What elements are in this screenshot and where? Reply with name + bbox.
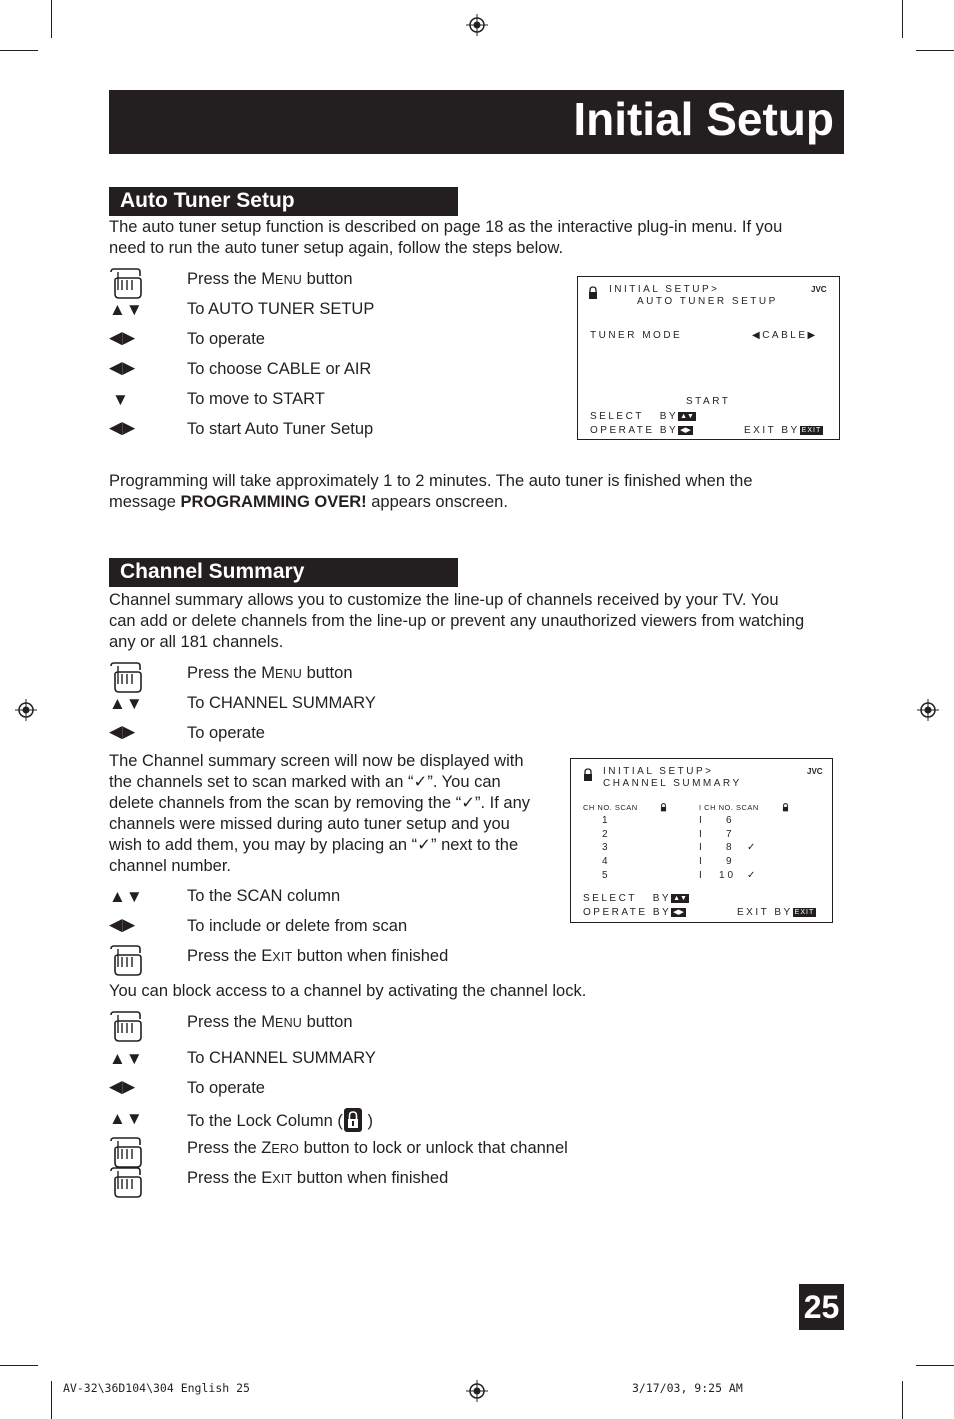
registration-mark-icon [466, 14, 488, 36]
step-text: To include or delete from scan [187, 917, 408, 935]
screen-menu-path: INITIAL SETUP> [609, 284, 720, 295]
scan-check-icon: ✓ [747, 842, 756, 853]
column-header: I CH NO. SCAN [699, 803, 759, 812]
section-heading-auto-tuner [109, 187, 458, 216]
section-heading-text: Channel Summary [120, 560, 305, 583]
jvc-logo: JVC [807, 767, 823, 776]
up-down-arrows-icon: ▲▼ [109, 300, 143, 319]
left-right-arrows-icon: ◀▶ [109, 915, 136, 934]
column-divider: I [699, 856, 702, 867]
screen-start-label: START [686, 396, 731, 407]
step [109, 358, 609, 388]
desc-line: delete channels from the scan by removing the “✓”. If any [109, 794, 531, 812]
step-press-menu [109, 662, 609, 692]
lock-icon [660, 803, 667, 812]
registration-mark-icon [466, 1380, 488, 1402]
channel-number: 10 [719, 870, 737, 881]
crop-mark [51, 0, 52, 38]
screen-operate-line: OPERATE BY ◀▶ [590, 425, 691, 436]
screen-menu-path: INITIAL SETUP> [603, 766, 714, 777]
step [109, 915, 609, 945]
auto-tuner-intro [109, 217, 782, 259]
intro-line: need to run the auto tuner setup again, follow the steps below. [109, 239, 564, 257]
step-text: Press the MENU button [187, 1013, 353, 1031]
section-heading-channel-summary [109, 558, 458, 587]
down-arrow-icon: ▼ [112, 390, 129, 409]
crop-mark [902, 1381, 903, 1419]
step [109, 1077, 609, 1107]
column-divider: I [699, 842, 702, 853]
left-right-arrows-icon: ◀▶ [109, 722, 136, 741]
column-divider: I [699, 829, 702, 840]
channel-number: 1 [602, 815, 608, 826]
step-text: To CHANNEL SUMMARY [187, 1049, 376, 1067]
channel-number: 7 [726, 829, 732, 840]
screen-exit-line: EXIT BY EXIT [737, 907, 815, 918]
left-right-arrows-icon: ◀▶ [109, 1077, 136, 1096]
left-right-arrows-icon: ◀▶ [109, 418, 136, 437]
column-divider: I [699, 870, 702, 881]
desc-line: channels were missed during auto tuner setup and you [109, 815, 510, 833]
footer-timestamp: 3/17/03, 9:25 AM [632, 1381, 743, 1395]
hand-icon [109, 1167, 145, 1199]
crop-mark [902, 0, 903, 38]
step [109, 388, 609, 418]
step-press-exit [109, 945, 609, 975]
desc-line: channel number. [109, 857, 232, 875]
step-text: To operate [187, 724, 265, 742]
screen-tuner-mode-label: TUNER MODE [590, 330, 683, 341]
step-text: To move to START [187, 390, 325, 408]
section-heading-text: Auto Tuner Setup [120, 189, 295, 212]
crop-mark [0, 1365, 38, 1366]
lock-icon [588, 286, 598, 300]
step [109, 722, 609, 752]
desc-line: the channels set to scan marked with an “✓”. You can [109, 773, 501, 791]
channel-number: 2 [602, 829, 608, 840]
programming-note [109, 471, 753, 513]
step [109, 885, 609, 915]
channel-number: 8 [726, 842, 732, 853]
crop-mark [51, 1381, 52, 1419]
lock-icon [343, 1108, 363, 1132]
page-number: 25 [799, 1284, 844, 1330]
hand-icon [109, 1011, 145, 1043]
channel-number: 3 [602, 842, 608, 853]
desc-line: The Channel summary screen will now be displayed with [109, 752, 524, 770]
column-divider: I [699, 815, 702, 826]
hand-icon [109, 268, 145, 300]
channel-summary-description [109, 751, 559, 877]
crop-mark [0, 50, 38, 51]
step-press-menu [109, 1011, 609, 1041]
screen-operate-line: OPERATE BY ◀▶ [583, 907, 684, 918]
desc-line: wish to add them, you may by placing an “✓” next to the [109, 836, 519, 854]
step [109, 1047, 609, 1077]
step-text: Press the MENU button [187, 664, 353, 682]
channel-number: 5 [602, 870, 608, 881]
up-down-arrows-icon: ▲▼ [109, 694, 143, 713]
screen-exit-line: EXIT BY EXIT [744, 425, 822, 436]
step-press-exit [109, 1167, 609, 1197]
channel-number: 9 [726, 856, 732, 867]
hand-icon [109, 662, 145, 694]
up-down-arrows-icon: ▲▼ [109, 1049, 143, 1068]
scan-check-icon: ✓ [747, 870, 756, 881]
crop-mark [916, 50, 954, 51]
up-down-arrows-icon: ▲▼ [109, 1109, 143, 1128]
step-text: Press the ZERO button to lock or unlock that channel [187, 1139, 568, 1157]
tv-screen-channel-summary [570, 758, 833, 923]
registration-mark-icon [917, 699, 939, 721]
footer-file-info: AV-32\36D104\304 English 25 [63, 1381, 250, 1395]
step-press-menu [109, 268, 609, 298]
screen-select-line: SELECT BY ▲▼ [590, 411, 694, 422]
tv-screen-auto-tuner [577, 276, 840, 440]
jvc-logo: JVC [811, 285, 827, 294]
screen-menu-title: AUTO TUNER SETUP [637, 296, 778, 307]
hand-icon [109, 1137, 145, 1169]
screen-menu-title: CHANNEL SUMMARY [603, 778, 742, 789]
step [109, 328, 609, 358]
registration-mark-icon [15, 699, 37, 721]
step-text: Press the EXIT button when finished [187, 1169, 449, 1187]
hand-icon [109, 945, 145, 977]
step-text: To the Lock Column ( ) [187, 1108, 373, 1132]
step-text: To the SCAN column [187, 887, 341, 905]
step-text: To AUTO TUNER SETUP [187, 300, 375, 318]
column-header: CH NO. SCAN [583, 803, 638, 812]
note-line: Programming will take approximately 1 to 2 minutes. The auto tuner is finished when the [109, 472, 753, 490]
step [109, 418, 609, 448]
page-title-bar [109, 90, 844, 154]
step-text: Press the EXIT button when finished [187, 947, 449, 965]
step-text: To start Auto Tuner Setup [187, 420, 374, 438]
screen-tuner-mode-value: ◀CABLE▶ [752, 330, 818, 341]
step-text: Press the MENU button [187, 270, 353, 288]
channel-number: 4 [602, 856, 608, 867]
lock-icon [583, 768, 593, 782]
step-text: To operate [187, 1079, 265, 1097]
page-title: Initial Setup [573, 93, 834, 145]
left-right-arrows-icon: ◀▶ [109, 328, 136, 347]
left-right-arrows-icon: ◀▶ [109, 358, 136, 377]
crop-mark [916, 1365, 954, 1366]
intro-line: The auto tuner setup function is described on page 18 as the interactive plug-in menu. If you [109, 218, 783, 236]
step-text: To choose CABLE or AIR [187, 360, 372, 378]
step [109, 298, 609, 328]
up-down-arrows-icon: ▲▼ [109, 887, 143, 906]
step-text: To operate [187, 330, 265, 348]
step [109, 692, 609, 722]
step [109, 1107, 609, 1137]
intro-line: any or all 181 channels. [109, 633, 284, 651]
lock-intro: You can block access to a channel by activating the channel lock. [109, 982, 587, 1000]
intro-line: Channel summary allows you to customize the line-up of channels received by your TV. You [109, 591, 779, 609]
channel-summary-intro [109, 590, 804, 653]
channel-number: 6 [726, 815, 732, 826]
screen-select-line: SELECT BY ▲▼ [583, 893, 687, 904]
note-line: message PROGRAMMING OVER! appears onscreen. [109, 493, 508, 511]
step-press-zero [109, 1137, 609, 1167]
step-text: To CHANNEL SUMMARY [187, 694, 376, 712]
intro-line: can add or delete channels from the line-up or prevent any unauthorized viewers from watching [109, 612, 805, 630]
lock-icon [782, 803, 789, 812]
